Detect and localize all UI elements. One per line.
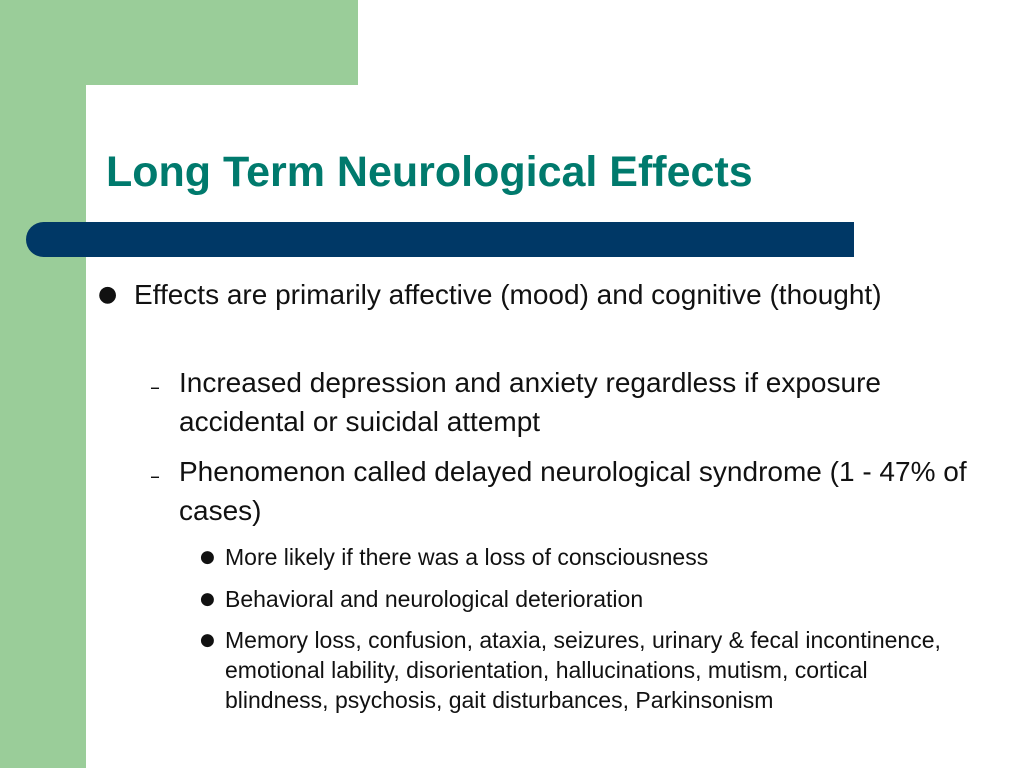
list-item: Effects are primarily affective (mood) and cognitive (thought) [134,279,882,310]
list-item: More likely if there was a loss of consciousness [225,544,709,570]
bullet-icon: ● [200,589,215,609]
slide-title: Long Term Neurological Effects [106,148,753,196]
bullet-icon: ● [200,547,215,567]
dash-icon: – [150,375,160,399]
list-item: Behavioral and neurological deterioration [225,586,644,612]
dash-icon: – [150,464,160,488]
bullet-icon: ● [200,630,215,650]
list-item: Increased depression and anxiety regardless if exposure accidental or suicidal attempt [179,367,881,437]
list-item: Phenomenon called delayed neurological syndrome (1 - 47% of cases) [179,456,967,526]
bullet-icon: ● [98,282,118,307]
list-item: Memory loss, confusion, ataxia, seizures, urinary & fecal incontinence, emotional lability, disorientation, hallucinations, mutism, cortical blindness, psychosis, gait disturbances, Parkinsonism [225,627,941,713]
